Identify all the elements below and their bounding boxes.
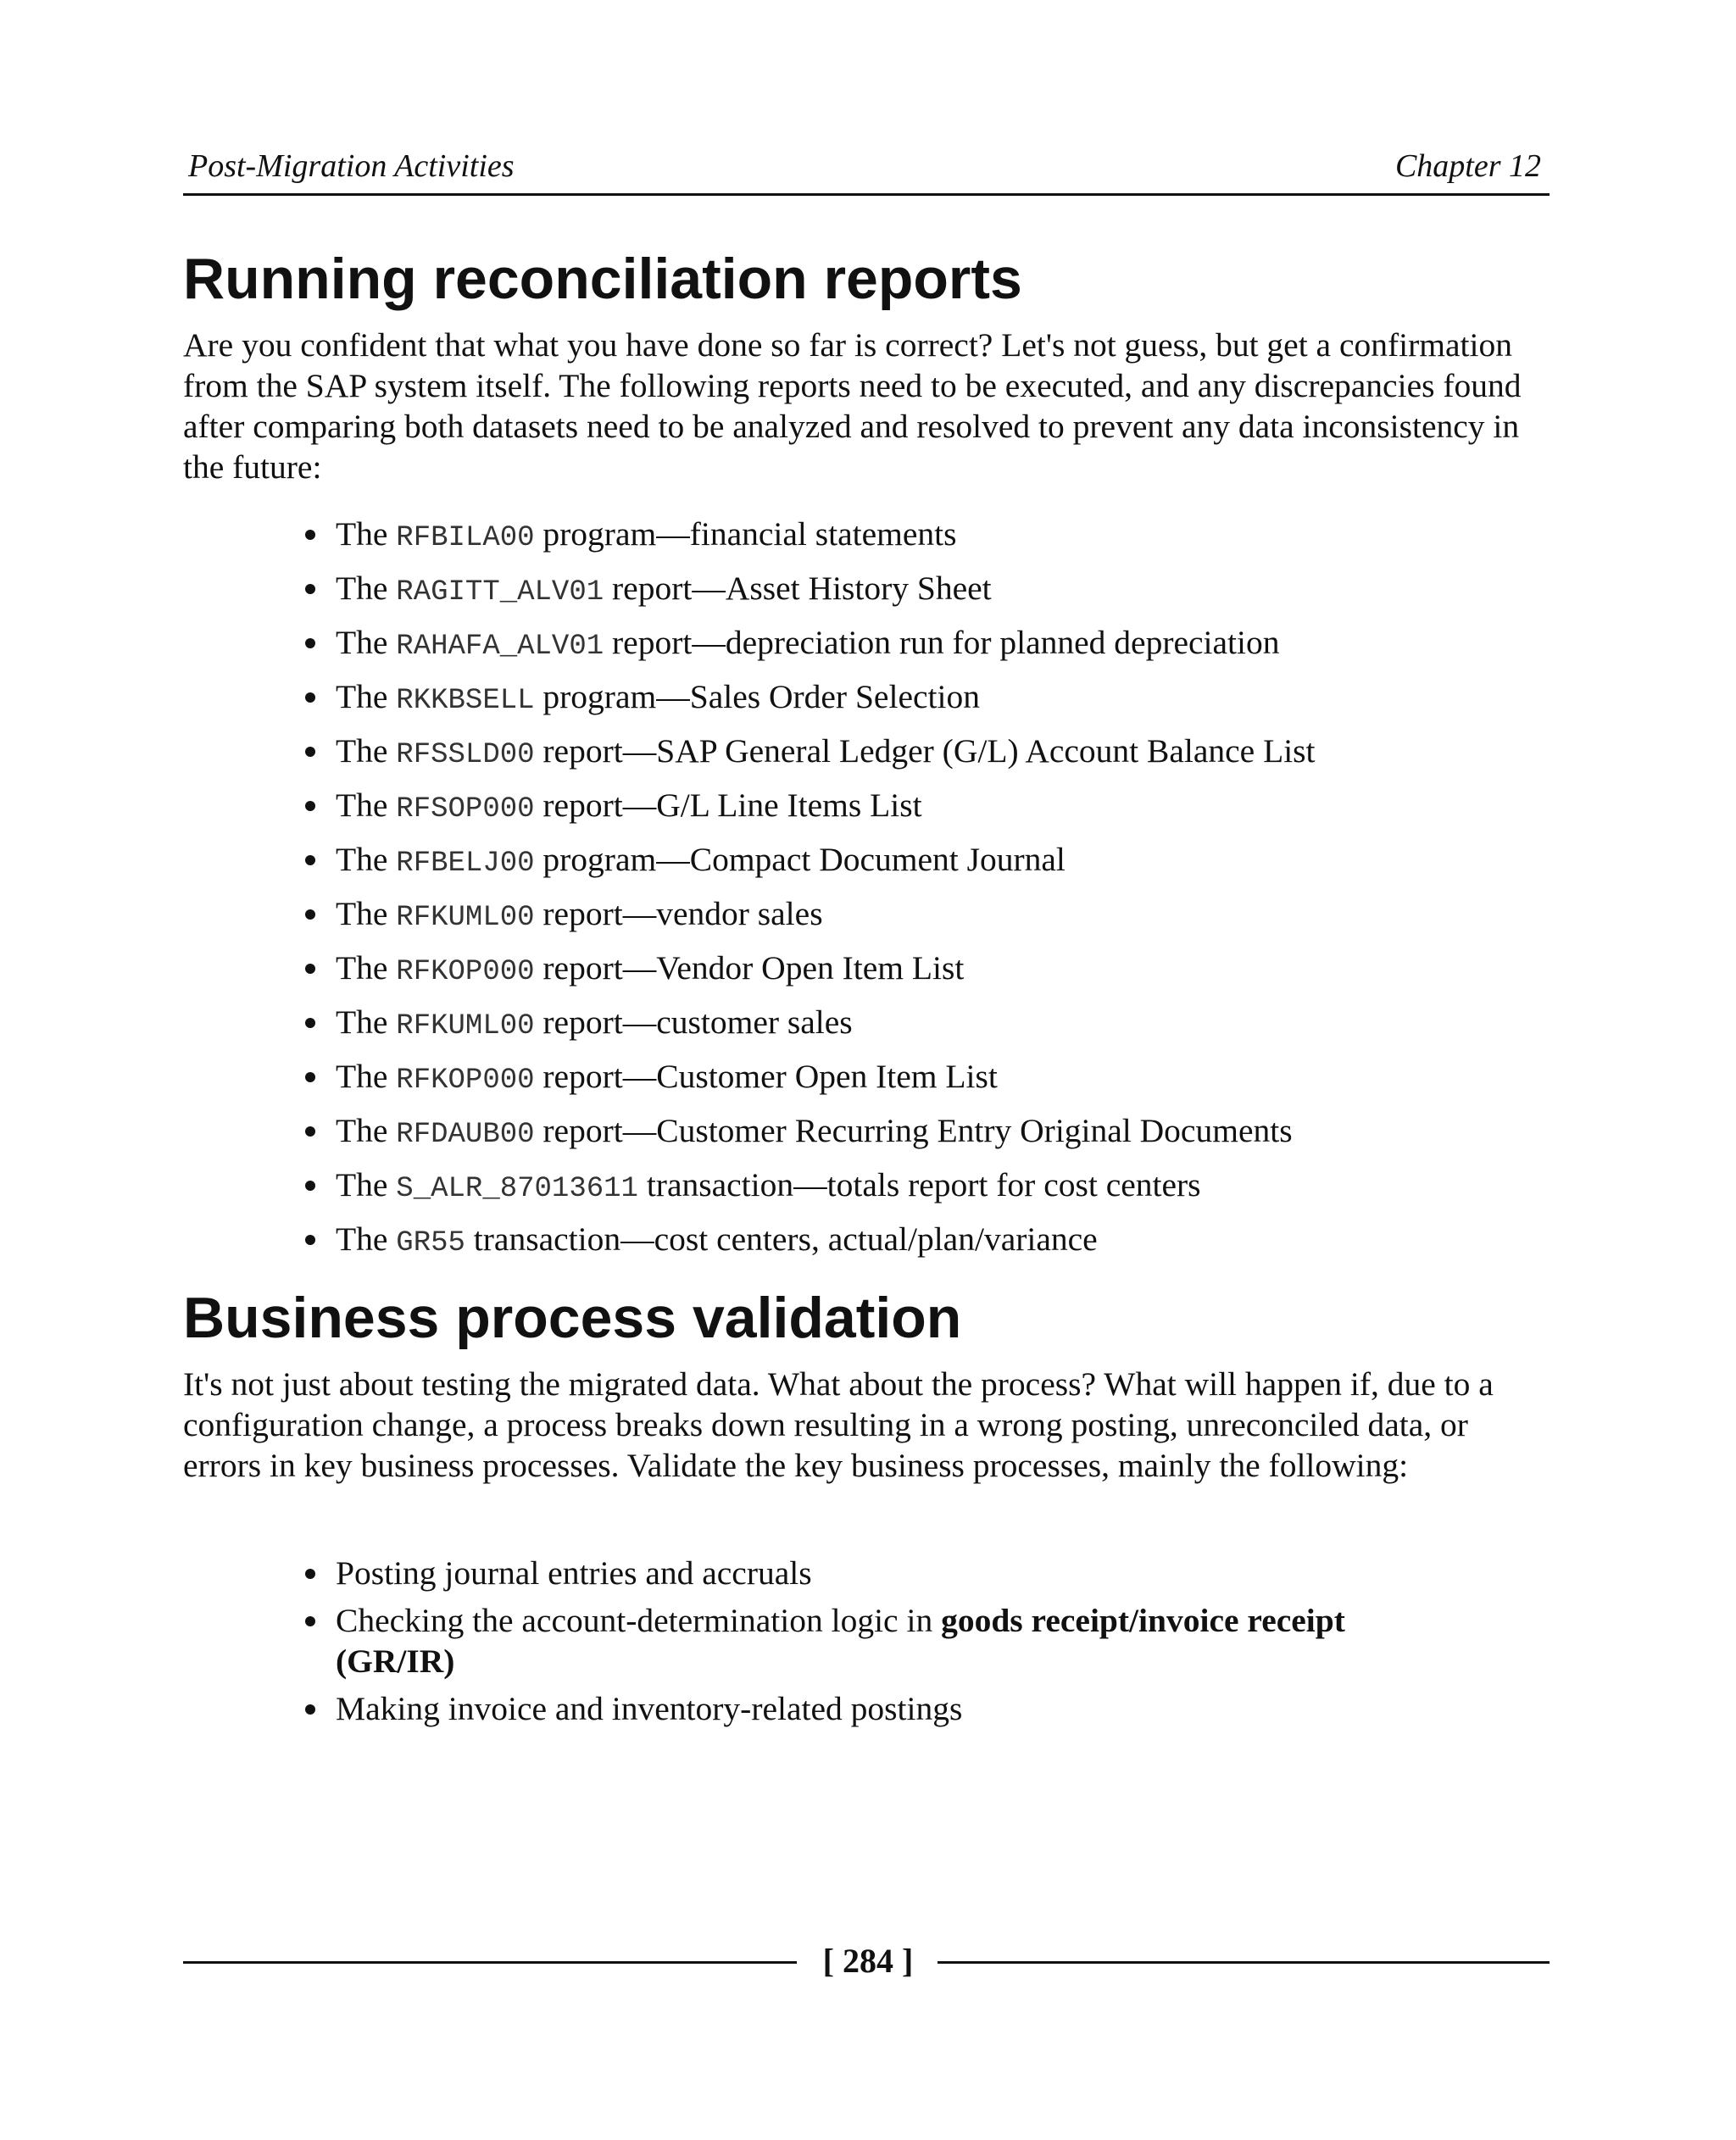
list-item-prefix: The [336,570,397,607]
list-item-prefix: The [336,1003,397,1041]
list-item [183,1553,1550,1593]
list-item [183,948,1550,992]
header-chapter-label: Chapter 12 [1394,148,1541,184]
list-item-description: report—SAP General Ledger (G/L) Account Balance List [534,732,1316,770]
reconciliation-report-list [183,514,1550,1273]
list-item-description: report—depreciation run for planned depreciation [604,624,1280,661]
report-code: RFKUML00 [396,902,535,934]
list-item [183,1056,1550,1101]
section-heading-business-process: Business process validation [183,1286,962,1350]
list-item-description: program—financial statements [534,515,957,553]
list-item-description: report—Asset History Sheet [604,570,992,607]
list-item-prefix: The [336,841,397,878]
bullet-icon [305,747,315,757]
bullet-icon [305,909,315,920]
list-item-description: report—Customer Open Item List [534,1058,998,1095]
report-code: RFSSLD00 [396,739,535,771]
list-item-prefix: The [336,949,397,987]
list-item [183,514,1550,559]
list-item-description: report—customer sales [534,1003,853,1041]
report-code: RFKUML00 [396,1010,535,1042]
bullet-icon [305,530,315,540]
list-item-text: Making invoice and inventory-related postings [336,1690,963,1727]
report-code: GR55 [396,1227,465,1259]
list-item [183,731,1550,775]
list-item-prefix: The [336,1112,397,1149]
report-code: RFKOP000 [396,956,535,988]
list-item-prefix: The [336,678,397,715]
bullet-icon [305,692,315,703]
list-item-description: report—vendor sales [534,895,823,932]
bullet-icon [305,1704,315,1715]
bullet-icon [305,1018,315,1028]
report-code: RKKBSELL [396,685,535,717]
bullet-icon [305,1569,315,1579]
list-item [183,893,1550,938]
list-item-prefix: The [336,732,397,770]
bullet-icon [305,584,315,594]
running-header [183,144,1550,196]
report-code: RFBILA00 [396,522,535,554]
bullet-icon [305,638,315,648]
footer-rule-right [938,1961,1550,1964]
list-item [183,839,1550,884]
report-code: RFBELJ00 [396,848,535,880]
report-code: RFKOP000 [396,1064,535,1097]
bullet-icon [305,1235,315,1245]
report-code: RAGITT_ALV01 [396,576,604,609]
section-heading-reconciliation: Running reconciliation reports [183,247,1022,311]
list-item-text: Checking the account-determination logic in [336,1602,942,1639]
report-code: RAHAFA_ALV01 [396,631,604,663]
list-item-description: program—Compact Document Journal [534,841,1066,878]
list-item-prefix: The [336,1058,397,1095]
report-code: RFDAUB00 [396,1119,535,1151]
list-item [183,1110,1550,1155]
bullet-icon [305,964,315,974]
page-number: [ 284 ] [822,1942,914,1980]
list-item-description: report—Vendor Open Item List [534,949,965,987]
bullet-icon [305,1181,315,1191]
reconciliation-intro-paragraph: Are you confident that what you have done so far is correct? Let's not guess, but get a confirmation from the SAP system itself. The following reports need to be executed, and any discrepancies found after comparing both datasets need to be analyzed and resolved to prevent any data inconsistency in the future: [183,326,1522,486]
list-item-bold-term: goods receipt/invoice receipt [941,1602,1345,1639]
list-item-prefix: The [336,515,397,553]
list-item [183,1002,1550,1047]
bullet-icon [305,801,315,811]
report-code: S_ALR_87013611 [396,1173,638,1205]
bullet-icon [305,1072,315,1082]
list-item [183,676,1550,721]
list-item-prefix: The [336,895,397,932]
list-item-description: program—Sales Order Selection [534,678,980,715]
business-process-list [183,1553,1550,1729]
list-item-description: report—G/L Line Items List [534,787,922,824]
list-item-prefix: The [336,1220,397,1258]
list-item [183,1164,1550,1209]
bullet-icon [305,1126,315,1137]
list-item [183,785,1550,830]
list-item-description: report—Customer Recurring Entry Original Documents [534,1112,1293,1149]
list-item-description: transaction—totals report for cost centers [637,1166,1201,1203]
bullet-icon [305,1616,315,1626]
list-item-prefix: The [336,1166,397,1203]
header-section-title: Post-Migration Activities [188,148,515,184]
list-item [183,1600,1550,1681]
list-item-bold-abbrev: (GR/IR) [336,1643,455,1680]
list-item [183,1688,1550,1729]
business-process-intro-paragraph: It's not just about testing the migrated data. What about the process? What will happen if, due to a configuration change, a process breaks down resulting in a wrong posting, unreconciled data, or errors in key business processes. Validate the key business processes, mainly the following: [183,1365,1494,1484]
list-item [183,1219,1550,1264]
list-item-text: Posting journal entries and accruals [336,1554,812,1592]
list-item [183,568,1550,613]
list-item-description: transaction—cost centers, actual/plan/variance [465,1220,1098,1258]
list-item [183,622,1550,667]
report-code: RFSOP000 [396,793,535,825]
list-item-prefix: The [336,624,397,661]
list-item-prefix: The [336,787,397,824]
bullet-icon [305,855,315,865]
